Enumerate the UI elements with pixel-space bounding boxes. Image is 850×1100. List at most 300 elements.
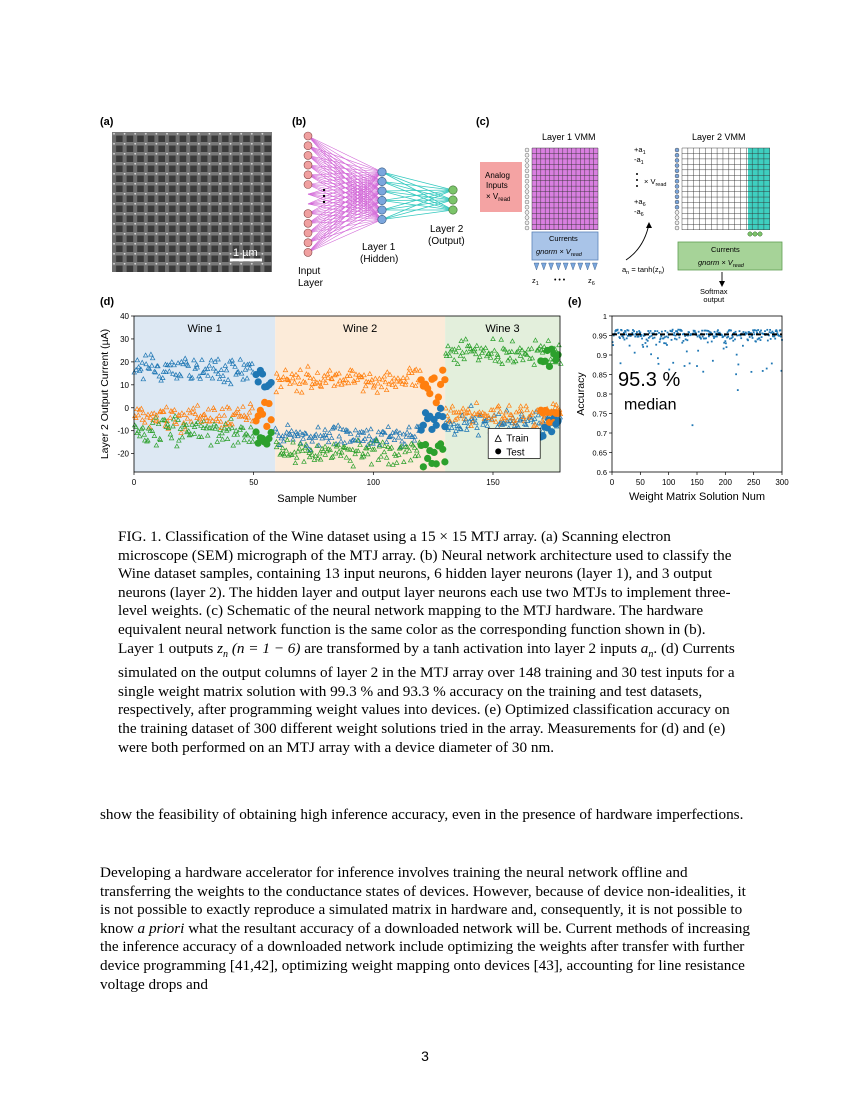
- accuracy-point: [639, 332, 641, 334]
- region-wine-1: [134, 316, 275, 472]
- layer1-vmm-title: Layer 1 VMM: [542, 132, 596, 142]
- caption-zn-range: (n = 1 − 6): [228, 639, 301, 657]
- sem-micrograph: [112, 132, 272, 272]
- output-layer-label-2: (Output): [428, 236, 465, 247]
- accuracy-point: [761, 336, 763, 338]
- y-axis-label: Accuracy: [575, 372, 587, 416]
- layer2-input-node: [675, 221, 679, 225]
- layer2-input-node: [675, 184, 679, 188]
- accuracy-point: [729, 338, 731, 340]
- accuracy-point: [702, 371, 704, 373]
- accuracy-point: [723, 348, 725, 350]
- body-p2-a: Developing a hardware accelerator for inference involves training the neural network offline and transferring the weights to the conductance states of devices. However, because of device non-idealities, it is not possible to exactly reproduce a simulated matrix in hardware and, consequently, it is not possible to know: [100, 864, 746, 937]
- accuracy-point: [659, 341, 661, 343]
- layer2-output-node: [758, 232, 762, 236]
- test-point-orange: [265, 400, 272, 407]
- hidden-neuron: [378, 168, 386, 176]
- layer2-input-node: [675, 169, 679, 173]
- caption-an: a: [640, 639, 649, 657]
- accuracy-point: [726, 346, 728, 348]
- panel-a-label: (a): [100, 116, 114, 128]
- accuracy-point: [674, 338, 676, 340]
- accuracy-point: [751, 371, 753, 373]
- caption-zn-sub: n: [223, 648, 229, 660]
- accuracy-point: [736, 354, 738, 356]
- test-point-orange: [259, 411, 266, 418]
- test-point-orange: [426, 390, 433, 397]
- accuracy-point: [647, 330, 649, 332]
- accuracy-point: [753, 331, 755, 333]
- accuracy-point: [696, 365, 698, 367]
- accuracy-point: [734, 338, 736, 340]
- body-p2-em: a priori: [137, 919, 185, 937]
- y-tick-label: 0.65: [592, 448, 607, 458]
- accuracy-point: [754, 329, 756, 331]
- analog-inputs-label-3: × $V_{read}$: [486, 192, 511, 203]
- a6-minus-label: $-a_6$: [634, 207, 644, 218]
- accuracy-point: [694, 330, 696, 332]
- y-tick-label: -10: [117, 426, 129, 436]
- chart-e: [574, 308, 790, 504]
- output-neuron: [449, 196, 457, 204]
- layer1-input-node: [525, 179, 529, 183]
- accuracy-point: [705, 330, 707, 332]
- softmax-label: [700, 288, 728, 304]
- layer2-input-node: [675, 195, 679, 199]
- input-neuron: [304, 161, 312, 169]
- hidden-neuron: [378, 177, 386, 185]
- accuracy-point: [664, 336, 666, 338]
- test-point-orange: [435, 394, 442, 401]
- layer2-gnorm-label: gnorm × $V_{read}$: [698, 258, 744, 269]
- accuracy-point: [740, 337, 742, 339]
- accuracy-point: [622, 337, 624, 339]
- y-tick-label: 0.85: [592, 370, 607, 380]
- accuracy-point: [779, 329, 781, 331]
- accuracy-point: [636, 331, 638, 333]
- input-neuron: [304, 210, 312, 218]
- accuracy-point: [766, 368, 768, 370]
- test-point-green: [554, 351, 561, 358]
- accuracy-point: [723, 342, 725, 344]
- a1-plus-label: $+a_1$: [634, 145, 646, 156]
- caption-zn: z: [217, 639, 224, 657]
- softmax-label-1: Softmax: [700, 287, 728, 296]
- accuracy-point: [671, 331, 673, 333]
- accuracy-point: [776, 330, 778, 332]
- layer1-input-node: [525, 205, 529, 209]
- accuracy-point: [663, 342, 665, 344]
- accuracy-point: [666, 336, 668, 338]
- accuracy-point: [727, 336, 729, 338]
- accuracy-point: [679, 337, 681, 339]
- tanh-neuron: [592, 263, 597, 270]
- page-number: 3: [421, 1048, 429, 1064]
- chart-d: [96, 308, 566, 504]
- layer1-input-node: [525, 221, 529, 225]
- accuracy-point: [778, 335, 780, 337]
- input-layer-label-2: Layer: [298, 278, 324, 289]
- median-annotation: 95.3 %: [618, 369, 681, 392]
- accuracy-point: [749, 336, 751, 338]
- layer1-input-node: [525, 169, 529, 173]
- accuracy-point: [647, 340, 649, 342]
- output-neuron: [449, 186, 457, 194]
- accuracy-point: [667, 332, 669, 334]
- accuracy-point: [756, 330, 758, 332]
- accuracy-point: [759, 331, 761, 333]
- layer2-input-node: [675, 226, 679, 230]
- tanh-neuron: [541, 263, 546, 270]
- accuracy-point: [692, 424, 694, 426]
- accuracy-point: [681, 342, 683, 344]
- accuracy-point: [684, 365, 686, 367]
- tanh-arrow: [626, 224, 649, 260]
- test-point-green: [422, 441, 429, 448]
- accuracy-point: [673, 334, 675, 336]
- y-tick-label: 1: [602, 312, 607, 321]
- scale-bar-label: 1 µm: [233, 247, 258, 259]
- input-neuron: [304, 151, 312, 159]
- accuracy-point: [764, 330, 766, 332]
- accuracy-point: [757, 329, 759, 331]
- x-axis-label: Sample Number: [277, 493, 357, 504]
- accuracy-point: [752, 329, 754, 331]
- input-layer-label-1: Input: [298, 266, 321, 277]
- body-paragraph-2: [100, 864, 750, 994]
- accuracy-point: [735, 331, 737, 333]
- accuracy-point: [732, 336, 734, 338]
- accuracy-point: [624, 339, 626, 341]
- layer1-currents-label: Currents: [549, 234, 578, 243]
- accuracy-point: [657, 357, 659, 359]
- x-tick-label: 0: [609, 478, 615, 487]
- tanh-label: $a_n = \tanh(z_n)$: [622, 265, 665, 276]
- accuracy-point: [716, 336, 718, 338]
- test-point-blue: [259, 370, 266, 377]
- accuracy-point: [724, 340, 726, 342]
- accuracy-point: [633, 330, 635, 332]
- layer2-weight-region: [748, 148, 770, 230]
- accuracy-point: [617, 329, 619, 331]
- accuracy-point: [629, 345, 631, 347]
- accuracy-point: [752, 337, 754, 339]
- body-paragraph-1: show the feasibility of obtaining high inference accuracy, even in the presence of hardware imperfections.: [100, 806, 744, 823]
- y-tick-label: -20: [117, 449, 129, 459]
- accuracy-point: [702, 336, 704, 338]
- accuracy-point: [737, 389, 739, 391]
- ellipsis-dot: [323, 195, 325, 197]
- tanh-neuron: [571, 263, 576, 270]
- accuracy-point: [628, 330, 630, 332]
- accuracy-point: [661, 331, 663, 333]
- test-point-green: [252, 428, 259, 435]
- input-neuron: [304, 248, 312, 256]
- accuracy-point: [685, 338, 687, 340]
- panel-b-label: (b): [292, 116, 307, 128]
- input-neuron: [304, 229, 312, 237]
- accuracy-point: [646, 346, 648, 348]
- accuracy-point: [771, 363, 773, 365]
- layer1-input-node: [525, 164, 529, 168]
- accuracy-point: [672, 329, 674, 331]
- test-point-green: [546, 363, 553, 370]
- accuracy-point: [769, 329, 771, 331]
- caption-tail: . (d) Currents simulated on the output columns of layer 2 in the MTJ array over 148 training and 30 test inputs for a single weight matrix solution with 99.3 % and 93.3 % accuracy on the training and test datasets, respectively, after programming weight values into devices. (e) Optimized classification accuracy on the training dataset of 300 different weight solutions tried in the array. Measurements for (d) and (e) were both performed on an MTJ array with a device diameter of 30 nm.: [118, 639, 735, 756]
- accuracy-point: [769, 331, 771, 333]
- test-point-blue: [439, 413, 446, 420]
- layer1-input-node: [525, 190, 529, 194]
- ellipsis-dot: [323, 189, 325, 191]
- neural-network-diagram: [290, 128, 470, 293]
- accuracy-point: [760, 330, 762, 332]
- y-tick-label: 30: [120, 334, 129, 344]
- accuracy-point: [625, 334, 627, 336]
- accuracy-point: [620, 362, 622, 364]
- accuracy-point: [717, 329, 719, 331]
- layer2-input-node: [675, 158, 679, 162]
- hidden-neuron: [378, 215, 386, 223]
- accuracy-point: [712, 360, 714, 362]
- accuracy-point: [698, 331, 700, 333]
- test-point-blue: [255, 378, 262, 385]
- layer1-input-node: [525, 195, 529, 199]
- accuracy-point: [705, 337, 707, 339]
- test-point-green: [268, 429, 275, 436]
- tanh-neuron: [585, 263, 590, 270]
- accuracy-point: [658, 363, 660, 365]
- accuracy-point: [735, 373, 737, 375]
- plot-frame: [612, 316, 782, 472]
- output-layer-label-1: Layer 2: [430, 224, 464, 235]
- accuracy-point: [730, 330, 732, 332]
- accuracy-point: [645, 342, 647, 344]
- y-tick-label: 0: [124, 403, 129, 413]
- layer2-input-node: [675, 216, 679, 220]
- test-point-orange: [554, 410, 561, 417]
- layer1-input-node: [525, 210, 529, 214]
- test-point-green: [439, 446, 446, 453]
- softmax-label-2: output: [703, 295, 725, 304]
- layer2-vmm-title: Layer 2 VMM: [692, 132, 746, 142]
- vread-label: × $V_{read}$: [644, 177, 667, 188]
- accuracy-point: [689, 362, 691, 364]
- accuracy-point: [721, 334, 723, 336]
- test-point-blue: [433, 422, 440, 429]
- accuracy-point: [625, 331, 627, 333]
- input-neuron: [304, 219, 312, 227]
- layer1-input-node: [525, 184, 529, 188]
- accuracy-point: [697, 350, 699, 352]
- accuracy-point: [714, 331, 716, 333]
- layer2-output-node: [748, 232, 752, 236]
- x-tick-label: 0: [131, 478, 137, 487]
- accuracy-point: [638, 336, 640, 338]
- legend-test-marker: [495, 448, 501, 454]
- caption-an-sub: n: [648, 648, 654, 660]
- accuracy-point: [650, 353, 652, 355]
- tanh-neuron: [549, 263, 554, 270]
- accuracy-point: [626, 337, 628, 339]
- accuracy-point: [753, 333, 755, 335]
- test-point-orange: [431, 374, 438, 381]
- x-tick-label: 150: [690, 478, 704, 487]
- test-point-blue: [268, 379, 275, 386]
- z-dots: • • •: [554, 277, 566, 284]
- accuracy-point: [681, 330, 683, 332]
- accuracy-point: [634, 336, 636, 338]
- layer1-input-node: [525, 226, 529, 230]
- test-point-blue: [441, 423, 448, 430]
- accuracy-point: [737, 364, 739, 366]
- accuracy-point: [722, 336, 724, 338]
- legend-test-label: Test: [506, 447, 525, 459]
- layer2-input-node: [675, 164, 679, 168]
- output-neuron: [449, 206, 457, 214]
- hidden-neuron: [378, 196, 386, 204]
- tanh-neuron: [563, 263, 568, 270]
- accuracy-point: [619, 337, 621, 339]
- accuracy-point: [655, 344, 657, 346]
- accuracy-point: [697, 336, 699, 338]
- figure-caption: [118, 528, 738, 757]
- test-point-green: [420, 463, 427, 470]
- accuracy-point: [686, 339, 688, 341]
- y-tick-label: 10: [120, 380, 129, 390]
- tanh-neuron: [578, 263, 583, 270]
- y-tick-label: 0.95: [592, 331, 607, 341]
- accuracy-point: [756, 332, 758, 334]
- test-point-orange: [263, 423, 270, 430]
- accuracy-point: [667, 336, 669, 338]
- accuracy-point: [660, 337, 662, 339]
- hidden-neuron: [378, 187, 386, 195]
- layer2-input-node: [675, 190, 679, 194]
- test-point-orange: [439, 367, 446, 374]
- accuracy-point: [666, 344, 668, 346]
- accuracy-point: [634, 352, 636, 354]
- accuracy-point: [642, 344, 644, 346]
- accuracy-point: [683, 340, 685, 342]
- input-neuron: [304, 181, 312, 189]
- layer1-input-node: [525, 174, 529, 178]
- x-tick-label: 100: [366, 478, 381, 487]
- x-tick-label: 200: [718, 478, 733, 487]
- test-point-orange: [441, 376, 448, 383]
- input-neuron: [304, 171, 312, 179]
- median-annotation-label: median: [624, 396, 677, 414]
- accuracy-point: [742, 345, 744, 347]
- hidden-layer-label-1: Layer 1: [362, 242, 396, 253]
- analog-inputs-label-1: Analog: [485, 171, 510, 180]
- accuracy-point: [652, 337, 654, 339]
- accuracy-point: [747, 339, 749, 341]
- accuracy-point: [672, 362, 674, 364]
- layer2-output-node: [753, 232, 757, 236]
- accuracy-point: [676, 338, 678, 340]
- accuracy-point: [686, 351, 688, 353]
- x-tick-label: 100: [661, 478, 676, 487]
- accuracy-point: [711, 341, 713, 343]
- accuracy-point: [642, 346, 644, 348]
- panel-e-label: (e): [568, 296, 582, 308]
- x-tick-label: 250: [746, 478, 761, 487]
- accuracy-point: [656, 330, 658, 332]
- y-axis-label: Layer 2 Output Current (µA): [99, 328, 111, 460]
- accuracy-point: [688, 332, 690, 334]
- hidden-neuron: [378, 206, 386, 214]
- accuracy-point: [658, 332, 660, 334]
- ellipsis-dot: [323, 201, 325, 203]
- panel-c-label: (c): [476, 116, 490, 128]
- legend-train-label: Train: [506, 433, 529, 445]
- accuracy-point: [700, 338, 702, 340]
- layer2-input-node: [675, 148, 679, 152]
- accuracy-point: [767, 340, 769, 342]
- region-label: Wine 2: [343, 323, 378, 335]
- y-tick-label: 0.7: [596, 429, 607, 438]
- analog-inputs-label-2: Inputs: [486, 181, 508, 190]
- accuracy-point: [654, 330, 656, 332]
- layer1-input-node: [525, 153, 529, 157]
- layer1-input-node: [525, 200, 529, 204]
- layer2-input-node: [675, 179, 679, 183]
- layer2-input-node: [675, 153, 679, 157]
- test-point-blue: [554, 417, 561, 424]
- accuracy-point: [766, 329, 768, 331]
- accuracy-point: [649, 336, 651, 338]
- accuracy-point: [664, 330, 666, 332]
- accuracy-point: [665, 342, 667, 344]
- layer1-input-node: [525, 158, 529, 162]
- panel-d-label: (d): [100, 296, 115, 308]
- layer1-weight-region: [532, 148, 598, 230]
- layer2-input-node: [675, 205, 679, 209]
- accuracy-point: [713, 335, 715, 337]
- accuracy-point: [618, 332, 620, 334]
- accuracy-point: [725, 342, 727, 344]
- a6-plus-label: $+a_6$: [634, 197, 646, 208]
- accuracy-point: [714, 336, 716, 338]
- accuracy-point: [676, 330, 678, 332]
- test-point-green: [431, 449, 438, 456]
- accuracy-point: [755, 341, 757, 343]
- x-tick-label: 300: [775, 478, 789, 487]
- x-axis-label: Weight Matrix Solution Num: [628, 491, 766, 503]
- accuracy-point: [739, 330, 741, 332]
- accuracy-point: [770, 338, 772, 340]
- accuracy-point: [758, 337, 760, 339]
- accuracy-point: [650, 330, 652, 332]
- accuracy-point: [612, 344, 614, 346]
- tanh-neuron: [556, 263, 561, 270]
- accuracy-point: [732, 340, 734, 342]
- z1-label: $z_1$: [532, 276, 539, 287]
- y-tick-label: 0.6: [596, 468, 607, 477]
- accuracy-point: [707, 341, 709, 343]
- x-tick-label: 50: [249, 478, 259, 487]
- accuracy-point: [654, 337, 656, 339]
- layer2-input-node: [675, 210, 679, 214]
- layer2-input-node: [675, 200, 679, 204]
- y-tick-label: 0.8: [596, 390, 607, 399]
- accuracy-point: [641, 338, 643, 340]
- accuracy-point: [673, 332, 675, 334]
- layer1-gnorm-label: gnorm × $V_{read}$: [536, 247, 582, 258]
- accuracy-point: [621, 329, 623, 331]
- caption-lead: FIG. 1. Classification of the Wine dataset using a 15 × 15 MTJ array. (a) Scanning electron microscope (SEM) micrograph of the MTJ array. (b) Neural network architecture used to classify the Wine dataset samples, containing 13 input neurons, 6 hidden layer neurons (layer 1), and 3 output neurons (layer 2). The hidden layer and output layer neurons each use two MTJs to implement three-level weights. (c) Schematic of the neural network mapping to the MTJ hardware. The hardware equivalent neural network function is the same color as the corresponding function shown in (b). Layer 1 outputs: [118, 528, 732, 657]
- layer1-input-node: [525, 148, 529, 152]
